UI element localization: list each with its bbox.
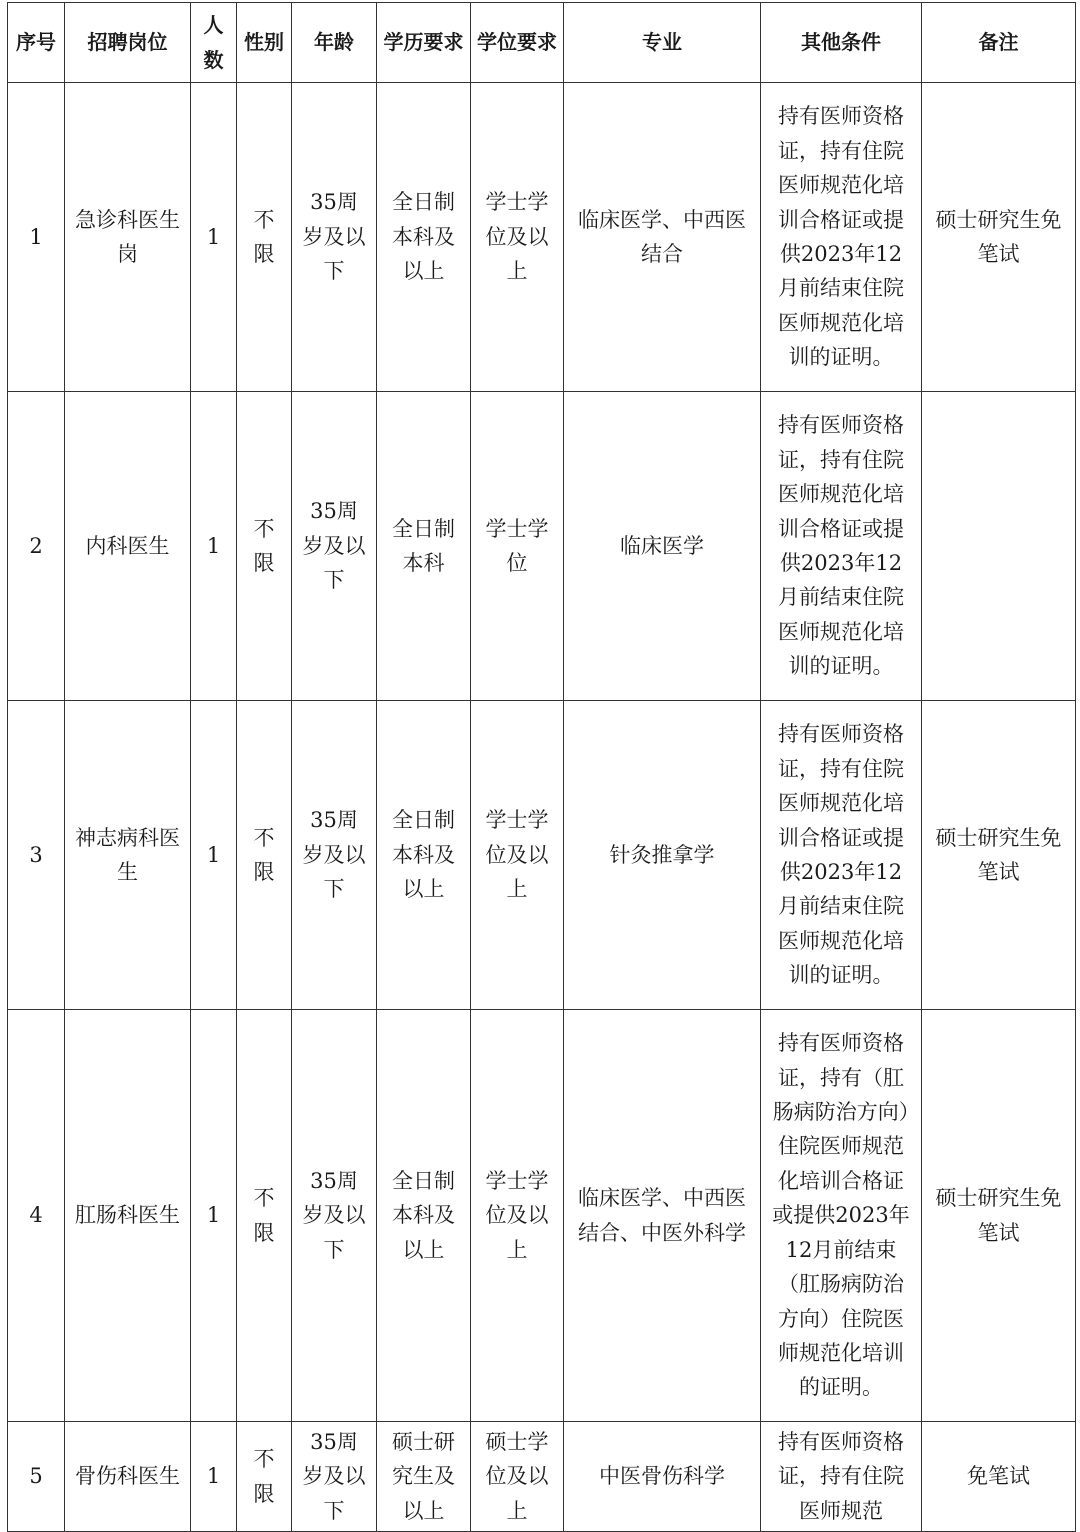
cell-education: 硕士研究生及以上 — [377, 1422, 471, 1532]
recruitment-table — [7, 2, 1076, 1532]
table-row — [8, 1010, 1076, 1422]
table-row — [8, 83, 1076, 392]
cell-count: 1 — [191, 392, 237, 701]
cell-age: 35周岁及以下 — [292, 1010, 377, 1422]
cell-other: 持有医师资格证，持有住院医师规范化培训合格证或提供2023年12月前结束住院医师规范化培训的证明。 — [761, 392, 922, 701]
header-gender: 性别 — [237, 3, 292, 83]
cell-education: 全日制本科 — [377, 392, 471, 701]
cell-degree: 学士学位及以上 — [471, 701, 564, 1010]
cell-count: 1 — [191, 1010, 237, 1422]
cell-remark: 硕士研究生免笔试 — [922, 701, 1076, 1010]
header-seq: 序号 — [8, 3, 65, 83]
cell-education: 全日制本科及以上 — [377, 83, 471, 392]
cell-seq: 2 — [8, 392, 65, 701]
cell-remark: 免笔试 — [922, 1422, 1076, 1532]
cell-other: 持有医师资格证，持有（肛肠病防治方向）住院医师规范化培训合格证或提供2023年12月前结束（肛肠病防治方向）住院医师规范化培训的证明。 — [761, 1010, 922, 1422]
cell-seq: 1 — [8, 83, 65, 392]
table-row — [8, 1422, 1076, 1532]
cell-age: 35周岁及以下 — [292, 83, 377, 392]
cell-gender: 不限 — [237, 1422, 292, 1532]
cell-degree: 学士学位及以上 — [471, 83, 564, 392]
cell-position: 骨伤科医生 — [65, 1422, 191, 1532]
cell-major: 临床医学、中西医结合、中医外科学 — [564, 1010, 761, 1422]
cell-other: 持有医师资格证，持有住院医师规范化培训合格证或提供2023年12月前结束住院医师规范化培训的证明。 — [761, 83, 922, 392]
cell-education: 全日制本科及以上 — [377, 1010, 471, 1422]
cell-position: 神志病科医生 — [65, 701, 191, 1010]
cell-position: 内科医生 — [65, 392, 191, 701]
cell-degree: 硕士学位及以上 — [471, 1422, 564, 1532]
cell-seq: 3 — [8, 701, 65, 1010]
header-count: 人数 — [191, 3, 237, 83]
cell-gender: 不限 — [237, 392, 292, 701]
cell-gender: 不限 — [237, 83, 292, 392]
header-position: 招聘岗位 — [65, 3, 191, 83]
cell-age: 35周岁及以下 — [292, 1422, 377, 1532]
cell-count: 1 — [191, 83, 237, 392]
cell-other: 持有医师资格证，持有住院医师规范化培训合格证或提供2023年12月前结束住院医师规范化培训的证明。 — [761, 701, 922, 1010]
cell-position: 肛肠科医生 — [65, 1010, 191, 1422]
cell-age: 35周岁及以下 — [292, 701, 377, 1010]
cell-count: 1 — [191, 1422, 237, 1532]
cell-major: 临床医学、中西医结合 — [564, 83, 761, 392]
cell-major: 针灸推拿学 — [564, 701, 761, 1010]
header-remark: 备注 — [922, 3, 1076, 83]
cell-remark — [922, 392, 1076, 701]
header-education: 学历要求 — [377, 3, 471, 83]
cell-count: 1 — [191, 701, 237, 1010]
cell-major: 中医骨伤科学 — [564, 1422, 761, 1532]
cell-other: 持有医师资格证，持有住院医师规范 — [761, 1422, 922, 1532]
table-header-row — [8, 3, 1076, 83]
cell-seq: 4 — [8, 1010, 65, 1422]
table-row — [8, 392, 1076, 701]
cell-remark: 硕士研究生免笔试 — [922, 83, 1076, 392]
cell-gender: 不限 — [237, 1010, 292, 1422]
cell-seq: 5 — [8, 1422, 65, 1532]
header-major: 专业 — [564, 3, 761, 83]
cell-degree: 学士学位 — [471, 392, 564, 701]
cell-major: 临床医学 — [564, 392, 761, 701]
cell-gender: 不限 — [237, 701, 292, 1010]
table-row — [8, 701, 1076, 1010]
cell-age: 35周岁及以下 — [292, 392, 377, 701]
header-degree: 学位要求 — [471, 3, 564, 83]
cell-remark: 硕士研究生免笔试 — [922, 1010, 1076, 1422]
header-age: 年龄 — [292, 3, 377, 83]
cell-education: 全日制本科及以上 — [377, 701, 471, 1010]
header-other: 其他条件 — [761, 3, 922, 83]
cell-degree: 学士学位及以上 — [471, 1010, 564, 1422]
cell-position: 急诊科医生岗 — [65, 83, 191, 392]
